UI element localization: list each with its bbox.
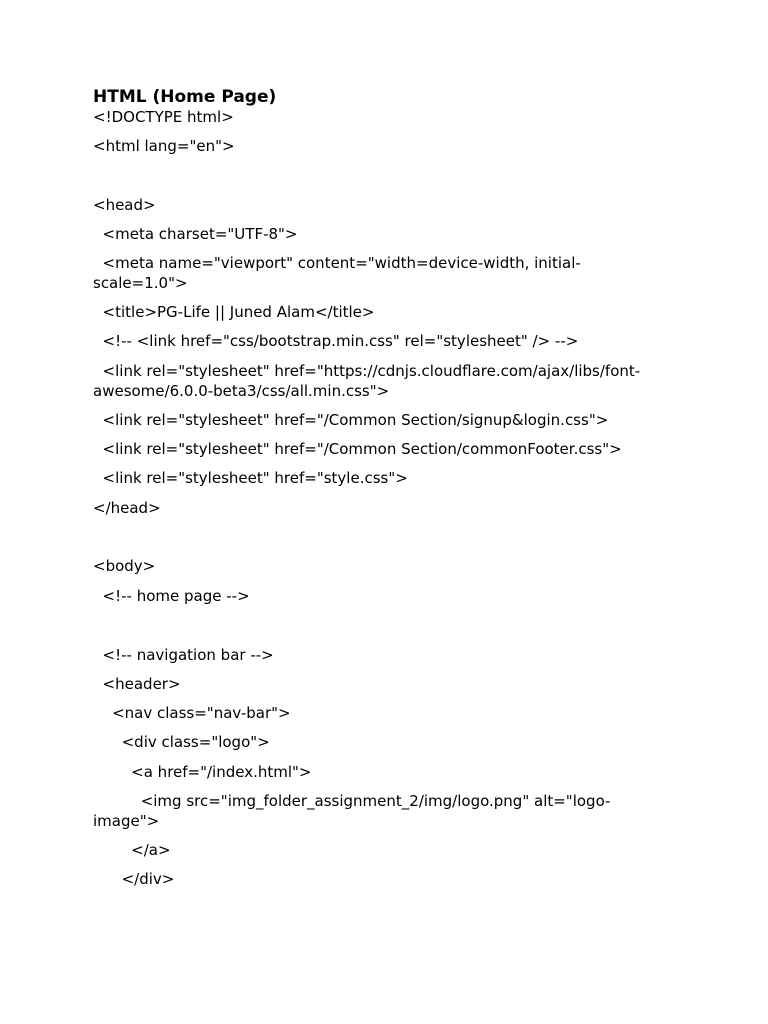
- document-title: HTML (Home Page): [93, 87, 277, 107]
- code-line-logo-img: <img src="img_folder_assignment_2/img/logo.png" alt="logo- image">: [93, 792, 611, 830]
- code-line-html-open: <html lang="en">: [93, 137, 235, 155]
- code-line-header-open: <header>: [93, 675, 181, 693]
- code-line-home-comment: <!-- home page -->: [93, 587, 250, 605]
- code-line-bootstrap-comment: <!-- <link href="css/bootstrap.min.css" rel="stylesheet" /> -->: [93, 332, 579, 350]
- code-line-font-awesome: <link rel="stylesheet" href="https://cdnjs.cloudflare.com/ajax/libs/font- awesome/6.0.0-beta3/css/all.min.css">: [93, 362, 641, 400]
- code-line-nav-comment: <!-- navigation bar -->: [93, 646, 274, 664]
- code-line-logo-div-open: <div class="logo">: [93, 733, 270, 751]
- code-line-head-open: <head>: [93, 196, 156, 214]
- code-line-signup-login-css: <link rel="stylesheet" href="/Common Section/signup&login.css">: [93, 411, 609, 429]
- code-line-style-css: <link rel="stylesheet" href="style.css">: [93, 469, 408, 487]
- code-line-anchor-open: <a href="/index.html">: [93, 763, 312, 781]
- code-line-title: <title>PG-Life || Juned Alam</title>: [93, 303, 375, 321]
- code-line-nav-open: <nav class="nav-bar">: [93, 704, 291, 722]
- code-line-anchor-close: </a>: [93, 841, 171, 859]
- code-line-meta-viewport: <meta name="viewport" content="width=device-width, initial- scale=1.0">: [93, 254, 581, 292]
- code-line-head-close: </head>: [93, 499, 161, 517]
- code-line-logo-div-close: </div>: [93, 870, 175, 888]
- code-line-doctype: <!DOCTYPE html>: [93, 108, 234, 126]
- code-line-meta-charset: <meta charset="UTF-8">: [93, 225, 298, 243]
- code-line-common-footer-css: <link rel="stylesheet" href="/Common Section/commonFooter.css">: [93, 440, 622, 458]
- code-line-body-open: <body>: [93, 557, 156, 575]
